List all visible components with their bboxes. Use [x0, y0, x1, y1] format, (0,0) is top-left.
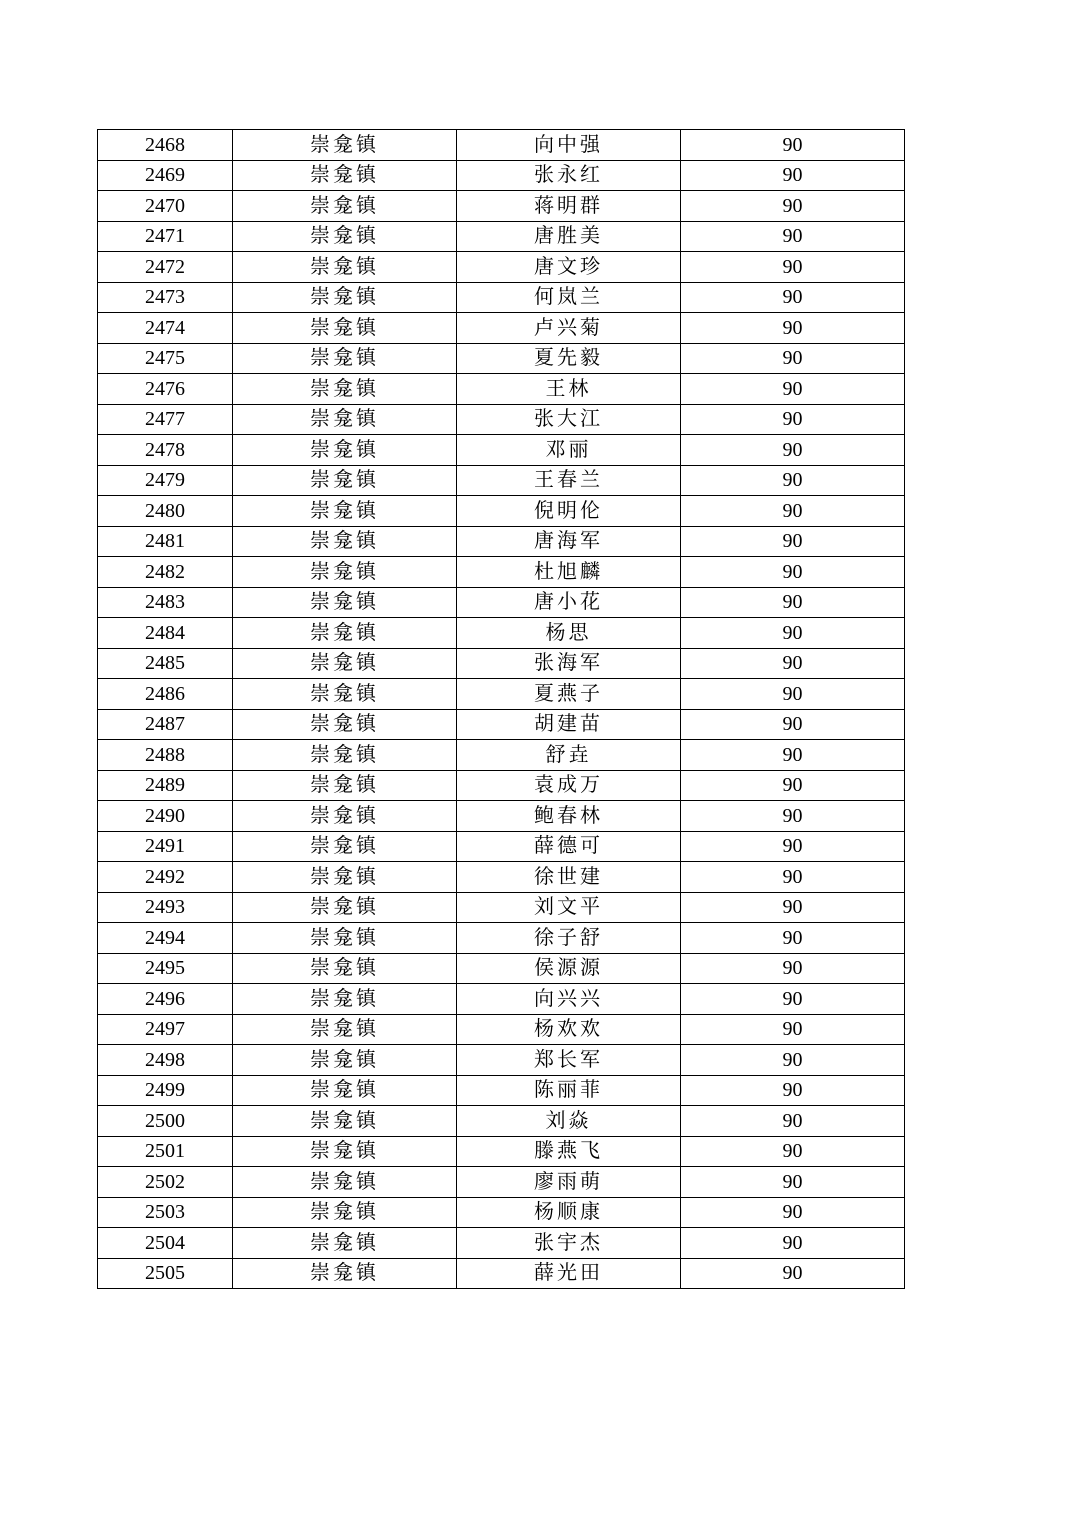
- town-cell: 崇龛镇: [233, 282, 457, 313]
- table-row: [98, 1197, 905, 1228]
- name-cell: 杨欢欢: [457, 1014, 681, 1045]
- table-row: [98, 831, 905, 862]
- row-number-cell: 2495: [98, 953, 233, 984]
- score-cell: 90: [681, 740, 905, 771]
- score-cell: 90: [681, 923, 905, 954]
- score-cell: 90: [681, 892, 905, 923]
- town-cell: 崇龛镇: [233, 1197, 457, 1228]
- score-cell: 90: [681, 1106, 905, 1137]
- table-row: [98, 618, 905, 649]
- town-cell: 崇龛镇: [233, 404, 457, 435]
- name-cell: 刘文平: [457, 892, 681, 923]
- table-row: [98, 343, 905, 374]
- score-cell: 90: [681, 343, 905, 374]
- row-number-cell: 2500: [98, 1106, 233, 1137]
- name-cell: 夏先毅: [457, 343, 681, 374]
- name-cell: 刘焱: [457, 1106, 681, 1137]
- score-cell: 90: [681, 557, 905, 588]
- name-cell: 胡建苗: [457, 709, 681, 740]
- score-cell: 90: [681, 1167, 905, 1198]
- table-row: [98, 313, 905, 344]
- row-number-cell: 2471: [98, 221, 233, 252]
- table-row: [98, 953, 905, 984]
- town-cell: 崇龛镇: [233, 923, 457, 954]
- table-row: [98, 1258, 905, 1289]
- town-cell: 崇龛镇: [233, 862, 457, 893]
- table-row: [98, 191, 905, 222]
- name-cell: 陈丽菲: [457, 1075, 681, 1106]
- table-row: [98, 1075, 905, 1106]
- score-cell: 90: [681, 587, 905, 618]
- town-cell: 崇龛镇: [233, 343, 457, 374]
- town-cell: 崇龛镇: [233, 252, 457, 283]
- table-body: [98, 130, 905, 1289]
- score-cell: 90: [681, 1258, 905, 1289]
- row-number-cell: 2491: [98, 831, 233, 862]
- score-cell: 90: [681, 1136, 905, 1167]
- score-cell: 90: [681, 404, 905, 435]
- score-cell: 90: [681, 465, 905, 496]
- name-cell: 向兴兴: [457, 984, 681, 1015]
- row-number-cell: 2490: [98, 801, 233, 832]
- score-cell: 90: [681, 282, 905, 313]
- row-number-cell: 2469: [98, 160, 233, 191]
- score-cell: 90: [681, 770, 905, 801]
- town-cell: 崇龛镇: [233, 465, 457, 496]
- name-cell: 杜旭麟: [457, 557, 681, 588]
- score-cell: 90: [681, 679, 905, 710]
- town-cell: 崇龛镇: [233, 770, 457, 801]
- row-number-cell: 2483: [98, 587, 233, 618]
- row-number-cell: 2494: [98, 923, 233, 954]
- table-row: [98, 465, 905, 496]
- name-cell: 张大江: [457, 404, 681, 435]
- name-cell: 倪明伦: [457, 496, 681, 527]
- town-cell: 崇龛镇: [233, 801, 457, 832]
- row-number-cell: 2497: [98, 1014, 233, 1045]
- table-row: [98, 557, 905, 588]
- score-cell: 90: [681, 953, 905, 984]
- score-cell: 90: [681, 496, 905, 527]
- town-cell: 崇龛镇: [233, 984, 457, 1015]
- table-row: [98, 374, 905, 405]
- row-number-cell: 2499: [98, 1075, 233, 1106]
- name-cell: 徐子舒: [457, 923, 681, 954]
- score-cell: 90: [681, 191, 905, 222]
- score-cell: 90: [681, 526, 905, 557]
- town-cell: 崇龛镇: [233, 1014, 457, 1045]
- town-cell: 崇龛镇: [233, 313, 457, 344]
- row-number-cell: 2504: [98, 1228, 233, 1259]
- name-cell: 徐世建: [457, 862, 681, 893]
- score-cell: 90: [681, 831, 905, 862]
- table-row: [98, 923, 905, 954]
- town-cell: 崇龛镇: [233, 374, 457, 405]
- row-number-cell: 2476: [98, 374, 233, 405]
- name-cell: 唐海军: [457, 526, 681, 557]
- name-cell: 张永红: [457, 160, 681, 191]
- name-cell: 唐文珍: [457, 252, 681, 283]
- score-cell: 90: [681, 1197, 905, 1228]
- name-cell: 王林: [457, 374, 681, 405]
- name-cell: 薛德可: [457, 831, 681, 862]
- row-number-cell: 2488: [98, 740, 233, 771]
- table-row: [98, 740, 905, 771]
- row-number-cell: 2501: [98, 1136, 233, 1167]
- town-cell: 崇龛镇: [233, 557, 457, 588]
- name-cell: 侯源源: [457, 953, 681, 984]
- name-cell: 蒋明群: [457, 191, 681, 222]
- row-number-cell: 2481: [98, 526, 233, 557]
- town-cell: 崇龛镇: [233, 221, 457, 252]
- row-number-cell: 2489: [98, 770, 233, 801]
- name-cell: 邓丽: [457, 435, 681, 466]
- town-cell: 崇龛镇: [233, 648, 457, 679]
- town-cell: 崇龛镇: [233, 618, 457, 649]
- table-row: [98, 770, 905, 801]
- row-number-cell: 2470: [98, 191, 233, 222]
- name-cell: 唐胜美: [457, 221, 681, 252]
- row-number-cell: 2492: [98, 862, 233, 893]
- name-cell: 何岚兰: [457, 282, 681, 313]
- name-cell: 舒垚: [457, 740, 681, 771]
- row-number-cell: 2498: [98, 1045, 233, 1076]
- row-number-cell: 2496: [98, 984, 233, 1015]
- town-cell: 崇龛镇: [233, 679, 457, 710]
- town-cell: 崇龛镇: [233, 1228, 457, 1259]
- table-row: [98, 648, 905, 679]
- row-number-cell: 2473: [98, 282, 233, 313]
- town-cell: 崇龛镇: [233, 496, 457, 527]
- table-row: [98, 496, 905, 527]
- score-cell: 90: [681, 801, 905, 832]
- town-cell: 崇龛镇: [233, 160, 457, 191]
- name-cell: 向中强: [457, 130, 681, 161]
- score-cell: 90: [681, 374, 905, 405]
- score-cell: 90: [681, 1045, 905, 1076]
- town-cell: 崇龛镇: [233, 191, 457, 222]
- town-cell: 崇龛镇: [233, 526, 457, 557]
- table-row: [98, 679, 905, 710]
- score-cell: 90: [681, 221, 905, 252]
- score-cell: 90: [681, 1014, 905, 1045]
- town-cell: 崇龛镇: [233, 435, 457, 466]
- score-cell: 90: [681, 160, 905, 191]
- name-cell: 鲍春林: [457, 801, 681, 832]
- row-number-cell: 2485: [98, 648, 233, 679]
- row-number-cell: 2472: [98, 252, 233, 283]
- town-cell: 崇龛镇: [233, 831, 457, 862]
- row-number-cell: 2487: [98, 709, 233, 740]
- table-row: [98, 130, 905, 161]
- table-row: [98, 892, 905, 923]
- score-cell: 90: [681, 313, 905, 344]
- town-cell: 崇龛镇: [233, 1258, 457, 1289]
- row-number-cell: 2468: [98, 130, 233, 161]
- score-cell: 90: [681, 252, 905, 283]
- name-cell: 杨思: [457, 618, 681, 649]
- score-cell: 90: [681, 709, 905, 740]
- name-cell: 夏燕子: [457, 679, 681, 710]
- name-cell: 廖雨萌: [457, 1167, 681, 1198]
- table-row: [98, 801, 905, 832]
- score-cell: 90: [681, 130, 905, 161]
- table-row: [98, 1014, 905, 1045]
- town-cell: 崇龛镇: [233, 587, 457, 618]
- town-cell: 崇龛镇: [233, 1075, 457, 1106]
- score-cell: 90: [681, 1228, 905, 1259]
- row-number-cell: 2474: [98, 313, 233, 344]
- score-cell: 90: [681, 648, 905, 679]
- name-cell: 唐小花: [457, 587, 681, 618]
- town-cell: 崇龛镇: [233, 740, 457, 771]
- row-number-cell: 2482: [98, 557, 233, 588]
- town-cell: 崇龛镇: [233, 709, 457, 740]
- town-cell: 崇龛镇: [233, 1106, 457, 1137]
- row-number-cell: 2480: [98, 496, 233, 527]
- name-cell: 杨顺康: [457, 1197, 681, 1228]
- table-row: [98, 709, 905, 740]
- table-row: [98, 1045, 905, 1076]
- table-row: [98, 252, 905, 283]
- row-number-cell: 2486: [98, 679, 233, 710]
- name-cell: 滕燕飞: [457, 1136, 681, 1167]
- name-cell: 王春兰: [457, 465, 681, 496]
- table-row: [98, 984, 905, 1015]
- score-cell: 90: [681, 862, 905, 893]
- name-cell: 袁成万: [457, 770, 681, 801]
- row-number-cell: 2475: [98, 343, 233, 374]
- table-row: [98, 221, 905, 252]
- score-cell: 90: [681, 984, 905, 1015]
- name-cell: 薛光田: [457, 1258, 681, 1289]
- town-cell: 崇龛镇: [233, 1167, 457, 1198]
- table-row: [98, 862, 905, 893]
- row-number-cell: 2505: [98, 1258, 233, 1289]
- roster-table: [97, 129, 905, 1289]
- name-cell: 郑长军: [457, 1045, 681, 1076]
- score-cell: 90: [681, 435, 905, 466]
- town-cell: 崇龛镇: [233, 1045, 457, 1076]
- table-row: [98, 1167, 905, 1198]
- score-cell: 90: [681, 618, 905, 649]
- table-row: [98, 1228, 905, 1259]
- table-row: [98, 1136, 905, 1167]
- row-number-cell: 2479: [98, 465, 233, 496]
- name-cell: 张海军: [457, 648, 681, 679]
- table-row: [98, 435, 905, 466]
- row-number-cell: 2503: [98, 1197, 233, 1228]
- town-cell: 崇龛镇: [233, 1136, 457, 1167]
- table-row: [98, 160, 905, 191]
- table-row: [98, 587, 905, 618]
- name-cell: 卢兴菊: [457, 313, 681, 344]
- town-cell: 崇龛镇: [233, 953, 457, 984]
- table-row: [98, 282, 905, 313]
- row-number-cell: 2478: [98, 435, 233, 466]
- row-number-cell: 2477: [98, 404, 233, 435]
- name-cell: 张宇杰: [457, 1228, 681, 1259]
- town-cell: 崇龛镇: [233, 892, 457, 923]
- row-number-cell: 2484: [98, 618, 233, 649]
- table-row: [98, 404, 905, 435]
- score-cell: 90: [681, 1075, 905, 1106]
- row-number-cell: 2493: [98, 892, 233, 923]
- town-cell: 崇龛镇: [233, 130, 457, 161]
- table-row: [98, 526, 905, 557]
- table-row: [98, 1106, 905, 1137]
- row-number-cell: 2502: [98, 1167, 233, 1198]
